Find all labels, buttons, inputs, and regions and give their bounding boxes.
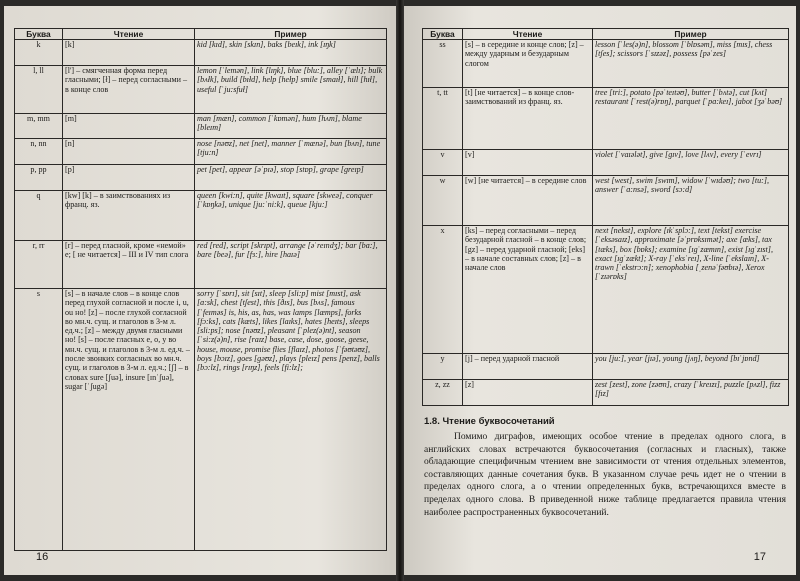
table-header [423,29,789,40]
cell-letter: t, tt [423,88,463,150]
cell-reading: [n] [63,139,195,165]
page-number-left: 16 [36,551,49,563]
table-row [15,241,387,289]
section-letter-combinations [424,416,786,519]
cell-example: west [west], swim [swɪm], widow [ˈwɪdəʊ]; two [tu:], answer [ˈɑ:nsə], sword [sɔ:d] [593,176,789,226]
cell-letter: x [423,226,463,354]
header-letter: Буква [423,29,463,40]
cell-reading: [z] [463,380,593,406]
page-number-right: 17 [753,551,766,563]
cell-reading: [m] [63,114,195,139]
table-row [423,380,789,406]
cell-example: nose [nəʊz], net [net], manner [ˈmænə], bun [bʌn], tune [tju:n] [195,139,387,165]
right-page [404,6,796,575]
table-row [423,40,789,88]
cell-letter: p, pp [15,165,63,191]
cell-letter: y [423,354,463,380]
cell-example: red [red], script [skrɪpt], arrange [əˈreɪndʒ]; bar [bɑ:], bare [beə], fur [fɜ:], hire [haɪə] [195,241,387,289]
table-row [15,165,387,191]
cell-example: lemon [ˈlemən], link [lɪŋk], blue [blu:], alley [ˈælɪ]; bulk [bʌłk], build [bɪłd], help [hełp] smile [smaɪł], hill [hɪł], useful [ˈju:sfuł] [195,66,387,114]
cell-reading: [w] [не читается] – в середине слов [463,176,593,226]
cell-letter: ss [423,40,463,88]
cell-example: man [mæn], common [ˈkɒmən], hum [hʌm], blame [bleɪm] [195,114,387,139]
letters-table-left [14,28,387,551]
cell-example: you [ju:], year [jɪə], young [jʌŋ], beyond [bɪˈjɒnd] [593,354,789,380]
cell-example: zest [zest], zone [zəʊn], crazy [ˈkreɪzɪ], puzzle [pʌzl], fizz [fɪz] [593,380,789,406]
cell-letter: s [15,289,63,551]
header-example: Пример [593,29,789,40]
cell-reading: [r] – перед гласной, кроме «немой» е; [ не читается] – III и IV тип слога [63,241,195,289]
table-row [15,40,387,66]
cell-example: sorry [ˈsɒrɪ], sit [sɪt], sleep [sli:p] mist [mɪst], ask [ɑ:sk], chest [tʃest], this [ðɪs], bus [bʌs], famous [ˈfeɪməs] is, his, as, has, was lamps [læmps], forks [fɔ:ks], cats [kæts], likes [laɪks], hates [heɪts], sleeps [sli:ps]; nose [nəʊz], pleasant [ˈplez(ə)nt], season [ˈsi:z(ə)n], rise [raɪz] base, case, dose, goose, geese, house, mouse, promise flies [flaɪz], photos [ˈfəʊtəʊz], boys [bɔɪz], goes [gəʊz], plays [pleɪz] pens [penz], balls [bɔ:lz], rings [rɪŋz], feels [fi:lz]; [195,289,387,551]
cell-letter: v [423,150,463,176]
cell-example: pet [pet], appear [əˈpɪə], stop [stɒp], grape [greɪp] [195,165,387,191]
cell-example: kid [kɪd], skin [skɪn], baks [beɪk], ink [ɪŋk] [195,40,387,66]
section-paragraph: Помимо диграфов, имеющих особое чтение в пределах одного слога, в английских словах встречаются буквосочетания (согласных и гласных), также обладающие специфичным чтением вне зависимости от чтения отдельных элементов, составляющих данные сочетания букв. В указанном случае речь идет не о чтении в пределах одного слога, а о чтении определенных букв, встречающихся вместе в пределах одного слова. В приведенной ниже таблице предлагается правила чтения наиболее распространенных буквосочетаний. [424,432,786,518]
cell-letter: m, mm [15,114,63,139]
cell-letter: z, zz [423,380,463,406]
cell-example: queen [kwi:n], quite [kwaɪt], square [skweə], conquer [ˈkɒŋkə], unique [ju:ˈni:k], queue [kju:] [195,191,387,241]
cell-letter: q [15,191,63,241]
header-letter: Буква [15,29,63,40]
cell-reading: [s] – в середине и конце слов; [z] – между ударным и безударным слогом [463,40,593,88]
table-row [15,114,387,139]
cell-letter: n, nn [15,139,63,165]
table-row [423,226,789,354]
table-row [15,191,387,241]
table-row [15,139,387,165]
table-header [15,29,387,40]
cell-reading: [t] [не читается] – в конце слов-заимствований из франц. яз. [463,88,593,150]
cell-example: tree [tri:], potato [pəˈteɪtəʊ], butter [ˈbʌtə], cut [kʌt] restaurant [ˈrest(ə)rɒŋ], parquet [ˈpɑ:keɪ], jabot [ʒəˈbəʊ] [593,88,789,150]
table-row [423,88,789,150]
table-row [15,66,387,114]
book-spine [396,0,404,581]
cell-example: violet [ˈvaɪələt], give [gɪv], love [lʌv], every [ˈevrɪ] [593,150,789,176]
cell-reading: [j] – перед ударной гласной [463,354,593,380]
header-reading: Чтение [63,29,195,40]
table-row [423,150,789,176]
cell-letter: l, ll [15,66,63,114]
cell-reading: [ks] – перед согласными – перед безударной гласной – в конце слов; [gz] – перед ударной гласной; [eks] – в начале составных слов; [z] – в начале слов [463,226,593,354]
letters-table-right [422,28,789,406]
cell-example: next [nekst], explore [ɪkˈsplɔ:], text [tekst] exercise [ˈeksəsaɪz], approximate [əˈprɒksɪmət]; axe [æks], tax [tæks], box [bɒks]; examine [ɪgˈzæmɪn], exist [ɪgˈzɪst], exact [ɪgˈzækt]; X-ray [ˈeksˈreɪ], X-line [ˈekslaɪn], X-trawn [ˈekstrɔ:n]; xenophobia [ˌzenəˈfəʊbɪə], Xerox [ˈzɪərɒks] [593,226,789,354]
cell-letter: k [15,40,63,66]
cell-letter: w [423,176,463,226]
header-reading: Чтение [463,29,593,40]
cell-reading: [l'] – смягченная форма перед гласными; [ł] – перед согласными – в конце слов [63,66,195,114]
table-row [423,176,789,226]
table-row [15,289,387,551]
header-example: Пример [195,29,387,40]
cell-reading: [kw] [k] – в заимствованиях из франц. яз. [63,191,195,241]
cell-reading: [v] [463,150,593,176]
cell-reading: [s] – в начале слов – в конце слов перед глухой согласной и после i, u, ou но! [z] – после глухой согласной во мн.ч. сущ. и глаголов в 3-м л. ед.ч.; [z] – между двумя гласными но! [s] – после гласных е, о, у во мн.ч. сущ. и глаголов в 3-м л. ед.ч. – после звонких согласных во мн.ч. сущ. и глаголов в 3-м л. ед.ч.; [ʃ] – в словах sure [ʃuə], insure [ɪnˈʃuə], sugar [ˈʃugə] [63,289,195,551]
section-title: 1.8. Чтение буквосочетаний [424,416,555,427]
cell-example: lesson [ˈles(ə)n], blossom [ˈblɒsəm], miss [mɪs], chess [tʃes]; scissors [ˈsɪzəz], possess [pəˈzes] [593,40,789,88]
cell-reading: [p] [63,165,195,191]
cell-letter: r, rr [15,241,63,289]
table-row [423,354,789,380]
cell-reading: [k] [63,40,195,66]
left-page [4,6,396,575]
